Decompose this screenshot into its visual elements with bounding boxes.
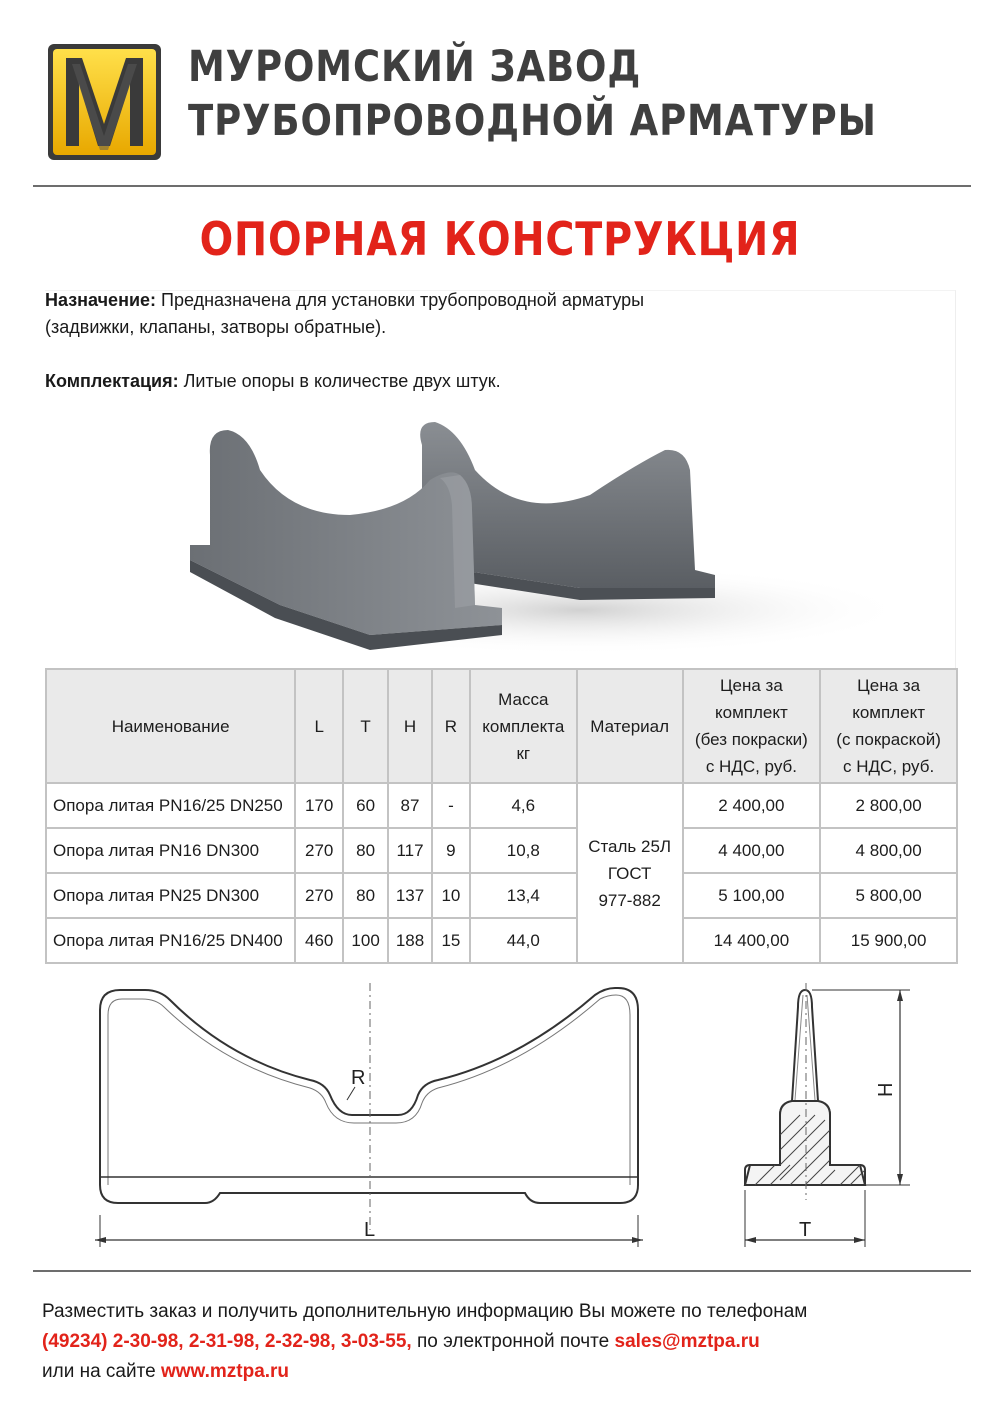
cell-mass: 44,0 <box>470 918 577 963</box>
front-view <box>95 983 643 1247</box>
col-header-T: T <box>343 669 388 783</box>
spec-table <box>45 668 958 964</box>
col-header-mass <box>470 669 577 783</box>
footer-line1: Разместить заказ и получить дополнительную информацию Вы можете по телефонам <box>42 1301 808 1322</box>
table-row <box>46 828 957 873</box>
drawing-label-L: L <box>364 1219 376 1241</box>
col-header-material: Материал <box>577 669 683 783</box>
pc-h2: комплект <box>852 703 925 722</box>
cell-name: Опора литая PN16/25 DN250 <box>46 783 295 828</box>
cell-H: 117 <box>388 828 432 873</box>
cell-H: 188 <box>388 918 432 963</box>
pp-h2: комплект <box>715 703 788 722</box>
cell-price-painted: 4 800,00 <box>820 828 957 873</box>
technical-drawing <box>90 985 897 1250</box>
cell-T: 100 <box>343 918 388 963</box>
intro-text <box>45 287 644 395</box>
cell-H: 137 <box>388 873 432 918</box>
col-header-price-painted <box>820 669 957 783</box>
pp-h1: Цена за <box>719 676 783 695</box>
mass-h3: кг <box>516 743 531 763</box>
kit-label: Комплектация: <box>45 371 179 391</box>
purpose-label: Назначение: <box>45 290 157 310</box>
table-row <box>46 873 957 918</box>
email-link[interactable]: sales@mztpa.ru <box>614 1331 760 1352</box>
kit-line <box>45 368 644 395</box>
page-title: ОПОРНАЯ КОНСТРУКЦИЯ <box>199 212 801 266</box>
company-name <box>188 40 877 148</box>
col-header-price-plain <box>683 669 821 783</box>
cell-mass: 4,6 <box>470 783 577 828</box>
cell-name: Опора литая PN25 DN300 <box>46 873 295 918</box>
mass-h2: комплекта <box>482 716 565 736</box>
cell-price-plain: 2 400,00 <box>683 783 821 828</box>
cell-price-painted: 5 800,00 <box>820 873 957 918</box>
site-prefix: или на сайте <box>42 1361 161 1382</box>
footer-line3 <box>42 1357 807 1387</box>
phone-numbers: (49234) 2-30-98, 2-31-98, 2-32-98, 3-03-55, <box>42 1331 412 1352</box>
purpose-text-2: (задвижки, клапаны, затворы обратные). <box>45 317 387 337</box>
col-header-name: Наименование <box>46 669 295 783</box>
cell-L: 170 <box>295 783 343 828</box>
pp-h4: с НДС, руб. <box>705 757 797 776</box>
material-l2: ГОСТ <box>607 863 652 883</box>
cell-L: 270 <box>295 873 343 918</box>
cell-R: 9 <box>432 828 470 873</box>
drawing-label-R: R <box>351 1067 366 1089</box>
contact-footer <box>42 1297 807 1387</box>
cell-T: 60 <box>343 783 388 828</box>
kit-text: Литые опоры в количестве двух штук. <box>178 371 501 391</box>
cell-H: 87 <box>388 783 432 828</box>
cell-T: 80 <box>343 828 388 873</box>
pc-h3: (с покраской) <box>836 730 941 749</box>
cell-name: Опора литая PN16/25 DN400 <box>46 918 295 963</box>
cell-L: 460 <box>295 918 343 963</box>
cell-material <box>577 783 683 963</box>
cast-support-photo <box>160 410 950 670</box>
col-header-L: L <box>295 669 343 783</box>
cell-R: 10 <box>432 873 470 918</box>
side-view <box>745 983 910 1247</box>
purpose-line <box>45 287 644 314</box>
pc-h1: Цена за <box>857 676 921 695</box>
table-header-row <box>46 669 957 783</box>
material-l1: Сталь 25Л <box>588 836 672 856</box>
drawing-label-H: H <box>875 1082 897 1097</box>
drawing-label-T: T <box>799 1219 812 1241</box>
cell-R: - <box>432 783 470 828</box>
col-header-R: R <box>432 669 470 783</box>
cell-price-painted: 15 900,00 <box>820 918 957 963</box>
cell-mass: 10,8 <box>470 828 577 873</box>
purpose-text-1: Предназначена для установки трубопроводной арматуры <box>156 290 645 310</box>
pp-h3: (без покраски) <box>694 730 808 749</box>
material-l3: 977-882 <box>598 890 661 910</box>
table-row <box>46 783 957 828</box>
email-prefix: по электронной почте <box>411 1331 615 1352</box>
cell-R: 15 <box>432 918 470 963</box>
cell-price-plain: 4 400,00 <box>683 828 821 873</box>
cell-mass: 13,4 <box>470 873 577 918</box>
mass-h1: Масса <box>498 689 549 709</box>
table-row <box>46 918 957 963</box>
cell-L: 270 <box>295 828 343 873</box>
company-logo-icon <box>48 44 161 160</box>
cell-T: 80 <box>343 873 388 918</box>
cell-name: Опора литая PN16 DN300 <box>46 828 295 873</box>
company-name-line2: ТРУБОПРОВОДНОЙ АРМАТУРЫ <box>188 96 877 146</box>
col-header-H: H <box>388 669 432 783</box>
website-link[interactable]: www.mztpa.ru <box>160 1361 290 1382</box>
footer-line2 <box>42 1327 807 1357</box>
cell-price-plain: 5 100,00 <box>683 873 821 918</box>
header-divider <box>33 185 971 187</box>
pc-h4: с НДС, руб. <box>843 757 935 776</box>
company-name-line1: МУРОМСКИЙ ЗАВОД <box>188 42 642 92</box>
cell-price-plain: 14 400,00 <box>683 918 821 963</box>
footer-divider <box>33 1270 971 1272</box>
cell-price-painted: 2 800,00 <box>820 783 957 828</box>
